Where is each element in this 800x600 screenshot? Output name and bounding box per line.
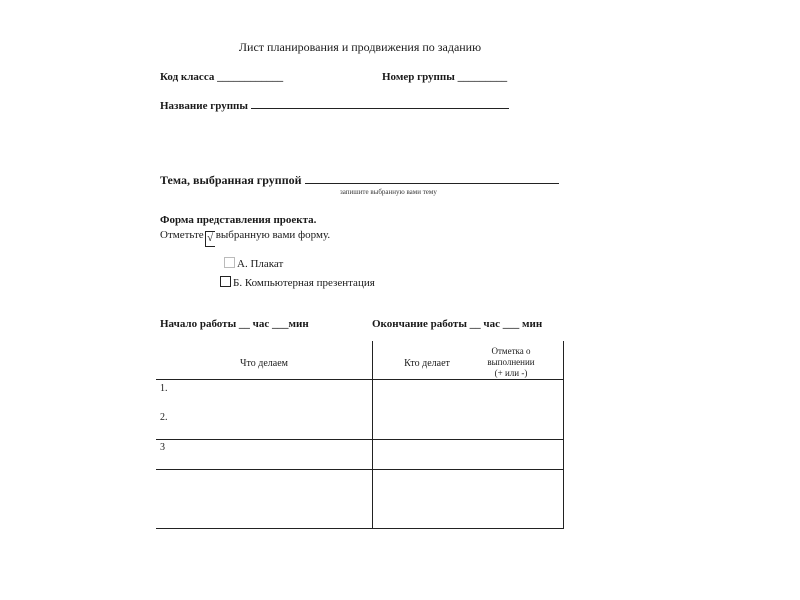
table-divider	[156, 379, 564, 380]
option-presentation[interactable]	[220, 276, 375, 289]
header-mark-line3: (+ или -)	[494, 368, 528, 378]
group-number-label: Номер группы _________	[382, 71, 508, 83]
instruction-after: выбранную вами форму.	[215, 229, 331, 241]
header-what: Что делаем	[240, 358, 288, 369]
table-row: 2.	[160, 412, 168, 423]
work-end: Окончание работы __ час ___ мин	[372, 318, 543, 330]
table-divider	[156, 528, 564, 529]
topic-line	[305, 174, 559, 184]
project-form-instruction	[160, 229, 330, 247]
group-name-field	[160, 99, 509, 112]
checkbox-icon[interactable]	[224, 257, 235, 268]
header-who: Кто делает	[404, 358, 450, 369]
group-name-label: Название группы	[160, 100, 248, 112]
planning-table	[156, 341, 564, 529]
instruction-before: Отметьте	[160, 229, 204, 241]
option-presentation-label: Б. Компьютерная презентация	[233, 277, 375, 289]
table-divider	[156, 439, 564, 440]
class-code-label: Код класса ____________	[160, 71, 284, 83]
table-row: 3	[160, 442, 165, 453]
project-form-heading: Форма представления проекта.	[160, 214, 317, 226]
group-number-field	[382, 71, 507, 83]
table-divider	[156, 469, 564, 470]
table-divider	[372, 341, 373, 529]
header-mark-line1: Отметка о	[491, 346, 531, 356]
checkmark-icon: √	[205, 231, 215, 247]
work-start: Начало работы __ час ___мин	[160, 318, 309, 330]
page-title: Лист планирования и продвижения по заданию	[238, 40, 482, 54]
checkbox-icon[interactable]	[220, 276, 231, 287]
topic-field	[160, 173, 559, 188]
group-name-line	[251, 99, 509, 109]
header-mark	[456, 346, 566, 379]
table-row: 1.	[160, 383, 168, 394]
topic-hint: запишите выбранную вами тему	[340, 188, 437, 196]
option-poster[interactable]	[224, 257, 283, 270]
class-code-field	[160, 71, 283, 83]
header-mark-line2: выполнении	[487, 357, 535, 367]
option-poster-label: А. Плакат	[237, 258, 284, 270]
topic-label: Тема, выбранная группой	[160, 173, 302, 187]
